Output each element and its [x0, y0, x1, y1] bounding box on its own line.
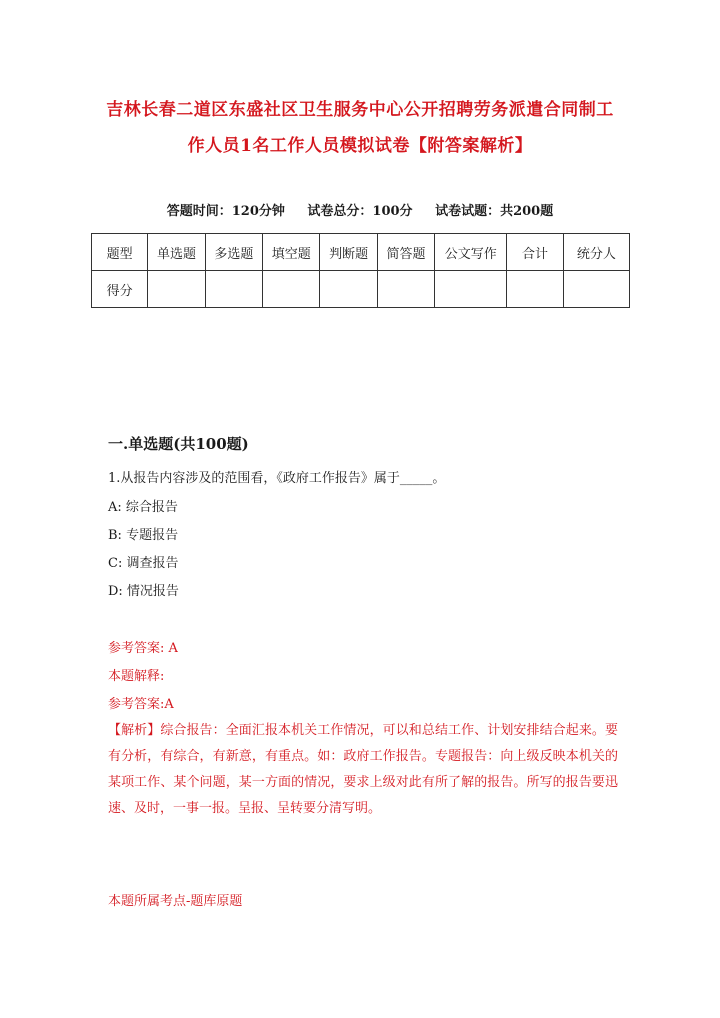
score-cell [377, 271, 434, 308]
score-table-header-cell: 公文写作 [435, 234, 507, 271]
option-c: C: 调查报告 [108, 556, 179, 571]
option-d: D: 情况报告 [108, 584, 179, 599]
score-cell [320, 271, 377, 308]
question-source: 本题所属考点-题库原题 [108, 894, 243, 909]
score-table-header-cell: 判断题 [320, 234, 377, 271]
score-table-score-row [92, 271, 630, 308]
exam-meta [0, 200, 720, 219]
score-cell [435, 271, 507, 308]
score-table-header-cell: 多选题 [205, 234, 262, 271]
question-stem: 1.从报告内容涉及的范围看，《政府工作报告》属于_____。 [108, 471, 446, 486]
score-table-header-cell: 统分人 [563, 234, 629, 271]
answer-explanation: 【解析】综合报告：全面汇报本机关工作情况，可以和总结工作、计划安排结合起来。要有分析，有综合，有新意，有重点。如：政府工作报告。专题报告：向上级反映本机关的某项工作、某个问题，某一方面的情况，要求上级对此有所了解的报告。所写的报告要迅速、及时，一事一报。呈报、呈转要分清写明。 [108, 723, 618, 816]
document-title-line-2: 作人员1名工作人员模拟试卷【附答案解析】 [187, 136, 533, 156]
document-title-line-1: 吉林长春二道区东盛社区卫生服务中心公开招聘劳务派遣合同制工 [106, 100, 614, 120]
score-table-header-cell: 题型 [92, 234, 148, 271]
score-table-header-cell: 合计 [507, 234, 563, 271]
score-table-header-cell: 填空题 [263, 234, 320, 271]
explanation-label: 本题解释: [108, 669, 165, 684]
score-table [91, 233, 630, 308]
exam-total-score: 试卷总分：100分 [307, 204, 413, 219]
score-row-label: 得分 [92, 271, 148, 308]
reference-answer-repeat: 参考答案:A [108, 697, 174, 712]
score-table-header-cell: 简答题 [377, 234, 434, 271]
option-a: A: 综合报告 [108, 500, 178, 515]
reference-answer: 参考答案: A [108, 641, 178, 656]
score-cell [205, 271, 262, 308]
score-cell [563, 271, 629, 308]
score-cell [263, 271, 320, 308]
exam-time: 答题时间：120分钟 [166, 204, 285, 219]
score-cell [148, 271, 205, 308]
score-table-header-cell: 单选题 [148, 234, 205, 271]
exam-question-count: 试卷试题：共200题 [435, 204, 554, 219]
option-b: B: 专题报告 [108, 528, 179, 543]
score-cell [507, 271, 563, 308]
section-heading: 一.单选题(共100题) [108, 435, 249, 453]
score-table-header-row [92, 234, 630, 271]
